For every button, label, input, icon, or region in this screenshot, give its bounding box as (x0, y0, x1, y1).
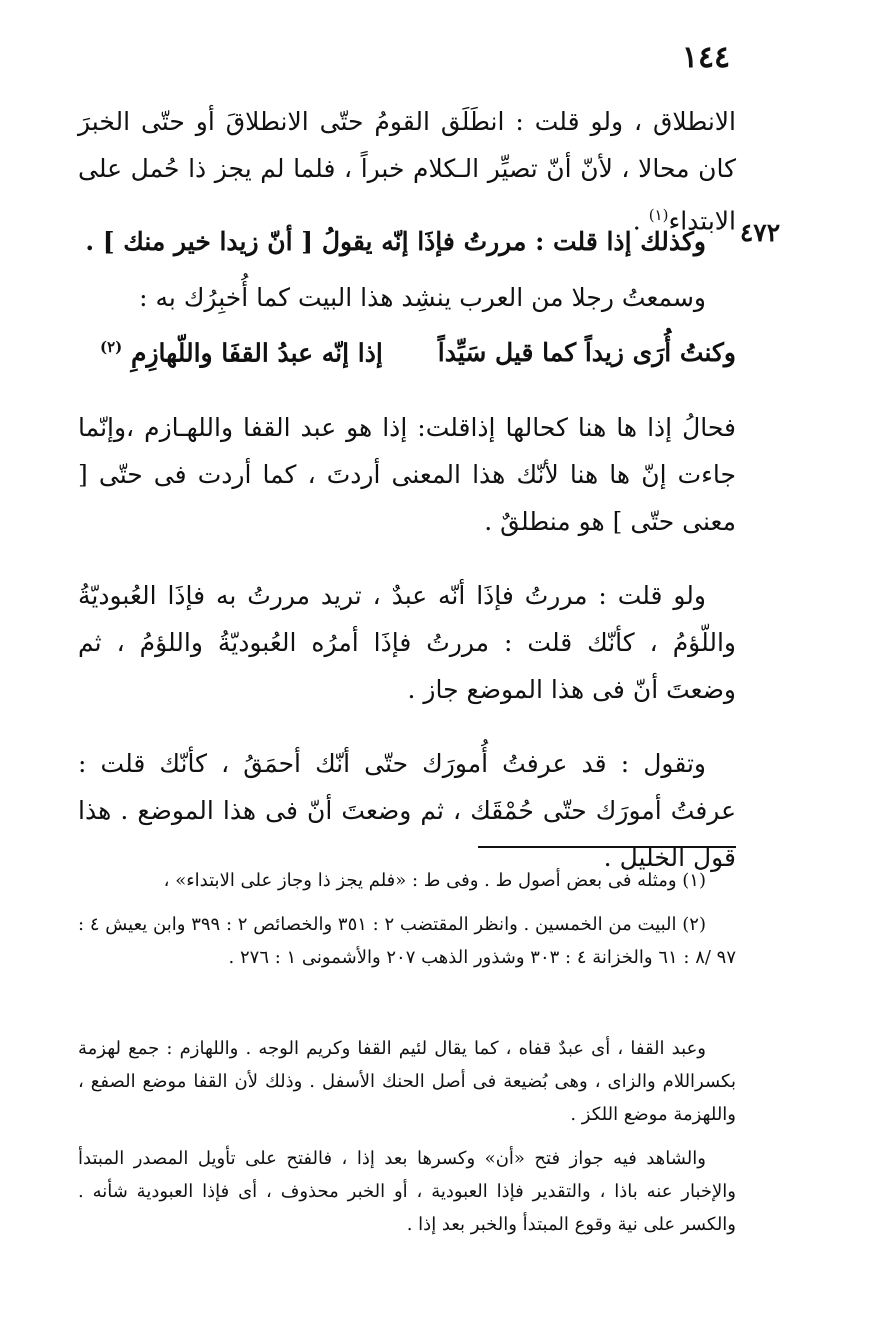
footnote-text: والشاهد فيه جواز فتح «أن» وكسرها بعد إذا ، فالفتح على تأويل المصدر المبتدأ والإخبار عنه باذا ، والتقدير فإذا العبودية ، أو الخبر محذوف ، أى فإذا العبودية شأنه . والكسر على نية وقوع المبتدأ والخبر بعد إذا . (78, 1148, 736, 1235)
paragraph-abd (78, 572, 736, 713)
paragraph-text: ولو قلت : مررتُ فإذَا أنّه عبدٌ ، تريد مررتُ به فإذَا العُبوديّةُ واللّؤمُ ، كأنّك قلت : مررتُ فإذَا أمرُه العُبوديّةُ واللؤمُ ، ثم وضعتَ أنّ فى هذا الموضع جاز . (78, 581, 736, 704)
verse-second-hemistich: إذا إنّه عبدُ القفَا واللّهازِمِ (131, 338, 383, 368)
paragraph-heard (78, 274, 736, 321)
footnote-text: وعبد القفا ، أى عبدٌ قفاه ، كما يقال لئيم القفا وكريم الوجه . واللهازم : جمع لهزمة بكسراللام والزاى ، وهى بُضيعة فى أصل الحنك الأسفل . وذلك لأن القفا موضع الصفع ، واللهزمة موضع اللكز . (78, 1038, 736, 1125)
page-number: ١٤٤ (681, 40, 731, 75)
paragraph-text: فحالُ إذا ها هنا كحالها إذاقلت: إذا هو عبد القفا واللهـازم ،وإنّما جاءت إنّ ها هنا لأنّك هذا المعنى أردتَ ، كما أردت فى حتّى [ معنى حتّى ] هو منطلقٌ . (78, 413, 736, 536)
footnote-ref-2: (٢) (100, 338, 123, 356)
verse-first-hemistich: وكنتُ أُرَى زيداً كما قيل سَيِّداً (437, 338, 736, 367)
footnote-separator (478, 846, 736, 848)
footnote-2 (78, 908, 736, 974)
paragraph-number: ٤٧٢ (739, 218, 781, 247)
footnote-text: (١) ومثله فى بعض أصول ط . وفى ط : «فلم يجز ذا وجاز على الابتداء» ، (163, 870, 706, 891)
footnote-2-explanation (78, 1032, 736, 1131)
paragraph-472 (78, 218, 736, 265)
paragraph-text: وسمعتُ رجلا من العرب ينشِد هذا البيت كما أُخبِرُك به : (139, 283, 706, 312)
paragraph-explanation (78, 404, 736, 545)
footnote-1 (78, 864, 736, 897)
paragraph-end: . (632, 206, 649, 236)
paragraph-text: وكذلك إذا قلت : مررتُ فإذَا إنّه يقولُ [ أنّ زيدا خير منك ] . (85, 227, 706, 256)
verse (78, 338, 736, 386)
footnote-2-evidence (78, 1142, 736, 1241)
paragraph-text: وتقول : قد عرفتُ أُمورَك حتّى أنّك أحمَقُ ، كأنّك قلت : عرفتُ أمورَك حتّى حُمْقَك ، ثم وضعتَ أنّ فى هذا الموضع . هذا قول الخليل . (78, 749, 736, 872)
paragraph-text: الانطلاق ، ولو قلت : انطَلَق القومُ حتّى الانطلاقَ أو حتّى الخبرَ كان محالا ، لأنّ أنّ تصيِّر الـكلام خبراً ، فلما لم يجز ذا حُمل على الابتداء (78, 107, 736, 236)
paragraph-khalil (78, 740, 736, 881)
footnote-ref-1: (١) (648, 206, 669, 224)
footnote-text: (٢) البيت من الخمسين . وانظر المقتضب ٢ : ٣٥١ والخصائص ٢ : ٣٩٩ وابن يعيش ٤ : ٩٧ /٨ : ٦١ والخزانة ٤ : ٣٠٣ وشذور الذهب ٢٠٧ والأشمونى ١ : ٢٧٦ . (78, 914, 736, 968)
